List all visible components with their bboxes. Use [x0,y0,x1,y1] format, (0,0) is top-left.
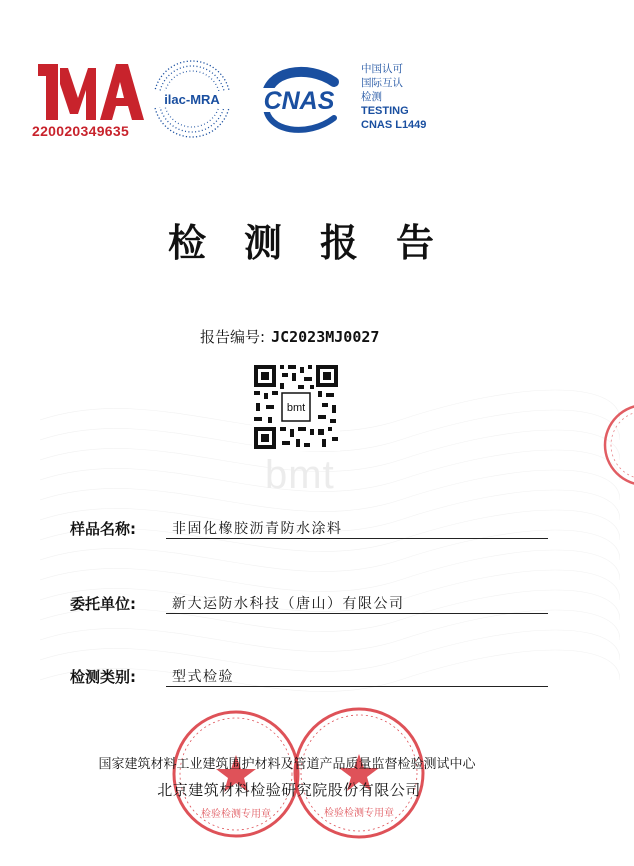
bmt-watermark-text: bmt [265,453,335,497]
cnas-accreditation-text [361,62,426,132]
report-number-row [200,326,379,347]
cnas-side-en: TESTING [361,105,409,117]
sample-name-value: 非固化橡胶沥青防水涂料 [172,521,343,537]
ilac-mra-logo [148,55,236,143]
ilac-mra-text: ilac-MRA [164,92,220,107]
report-number-label: 报告编号: [200,328,266,346]
seal-left-text: 检验检测专用章 [201,809,271,820]
cma-certificate-number: 220020349635 [32,123,130,139]
sample-name-label: 样品名称: [70,520,136,538]
qr-center-text: bmt [286,402,306,414]
test-type-label: 检测类别: [70,668,136,686]
client-label: 委托单位: [70,595,136,613]
organization-name-2: 北京建筑材料检验研究院股份有限公司 [157,781,421,799]
underline [166,538,548,539]
cnas-side-line: 检测 [361,91,382,103]
cnas-side-en: CNAS L1449 [361,119,427,131]
official-seal-left [167,705,305,843]
underline [166,686,548,687]
test-type-value: 型式检验 [172,669,234,685]
report-title: 检测报告 [167,220,472,265]
seal-right-text: 检验检测专用章 [324,808,394,819]
report-number-value: JC2023MJ0027 [271,328,380,346]
cnas-text: CNAS [263,87,335,115]
client-value: 新大运防水科技（唐山）有限公司 [172,596,405,612]
cnas-side-line: 国际互认 [361,77,403,89]
edge-seal [600,400,634,490]
qr-code[interactable] [252,363,340,451]
official-seal-right [288,702,430,844]
organization-name-1: 国家建筑材料工业建筑围护材料及管道产品质量监督检验测试中心 [98,757,476,772]
cnas-side-line: 中国认可 [361,63,403,75]
underline [166,613,548,614]
cnas-logo [248,60,350,140]
